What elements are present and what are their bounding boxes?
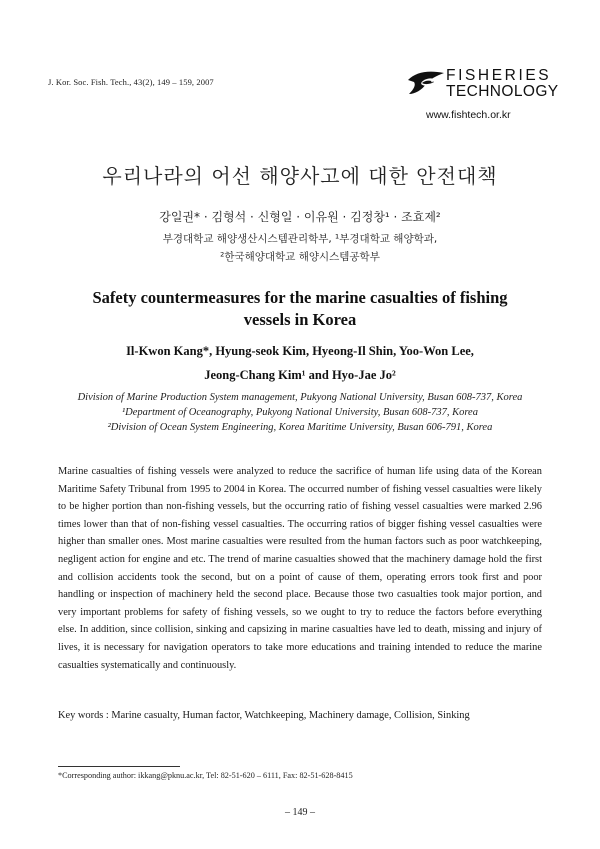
korean-authors: 강일권* · 김형석 · 신형일 · 이유원 · 김정창¹ · 조효제² bbox=[159, 210, 441, 224]
keywords: Key words : Marine casualty, Human factor, Watchkeeping, Machinery damage, Collision, Sinking bbox=[58, 710, 470, 721]
english-title-line-1: Safety countermeasures for the marine casualties of fishing bbox=[92, 288, 508, 307]
abstract-paragraph: Marine casualties of fishing vessels were analyzed to reduce the sacrifice of human life using data of the Korean Maritime Safety Tribunal from 1995 to 2004 in Korea. The occurred number of fishing vessel casualties were likely to be higher portion than non-fishing vessels, but the occurring ratio of fishing vessel casualties were marked 2.96 times lower than that of non-fishing vessel casualties. The occurring ratios of bigger fishing vessel casualties were higher than smaller ones. Most marine casualties were resulted from the human factors such as poor watchkeeping, negligent action for engine and etc. The trend of marine casualties showed that the machinery damage hold the first and collision accidents took the second, but on a point of cause of them, operating errors took first and poor handling or inspection of machinery held the second place. Because those two casualties took major portion, and very important problems for safety of fishing vessels, so we ought to try to reduce the factors before everything else. In addition, since collision, sinking and capsizing in marine casualties have led to death, missing and injury of lives, it is necessary for navigation operators to take more educations and training intended to reduce the marine casualties systematically and continuously. bbox=[58, 466, 542, 671]
english-affiliation-3: ²Division of Ocean System Engineering, Korea Maritime University, Busan 606-791, Korea bbox=[107, 422, 493, 433]
korean-title: 우리나라의 어선 해양사고에 대한 안전대책 bbox=[102, 164, 498, 188]
english-affiliation-1: Division of Marine Production System management, Pukyong National University, Busan 608-737, Korea bbox=[77, 392, 523, 403]
page-number: – 149 – bbox=[285, 807, 315, 818]
footnote-divider bbox=[58, 766, 180, 767]
logo-text-technology: TECHNOLOGY bbox=[446, 83, 559, 100]
logo-text-fisheries: FISHERIES bbox=[446, 67, 552, 84]
english-affiliation-2: ¹Department of Oceanography, Pukyong National University, Busan 608-737, Korea bbox=[122, 407, 478, 418]
korean-affiliation-1: 부경대학교 해양생산시스템관리학부, ¹부경대학교 해양학과, bbox=[162, 233, 438, 245]
english-authors-line-2: Jeong-Chang Kim¹ and Hyo-Jae Jo² bbox=[204, 368, 396, 382]
korean-affiliation-2: ²한국해양대학교 해양시스템공학부 bbox=[220, 251, 380, 263]
journal-logo bbox=[406, 67, 559, 106]
english-authors-line-1: Il-Kwon Kang*, Hyung-seok Kim, Hyeong-Il Shin, Yoo-Won Lee, bbox=[126, 344, 474, 358]
fish-bird-logo-icon bbox=[406, 70, 446, 96]
journal-citation: J. Kor. Soc. Fish. Tech., 43(2), 149 – 159, 2007 bbox=[48, 77, 214, 87]
corresponding-author-footnote: *Corresponding author: ikkang@pknu.ac.kr, Tel: 82-51-620 – 6111, Fax: 82-51-628-8415 bbox=[58, 771, 353, 780]
journal-url[interactable]: www.fishtech.or.kr bbox=[426, 109, 511, 121]
english-title-line-2: vessels in Korea bbox=[243, 310, 357, 329]
